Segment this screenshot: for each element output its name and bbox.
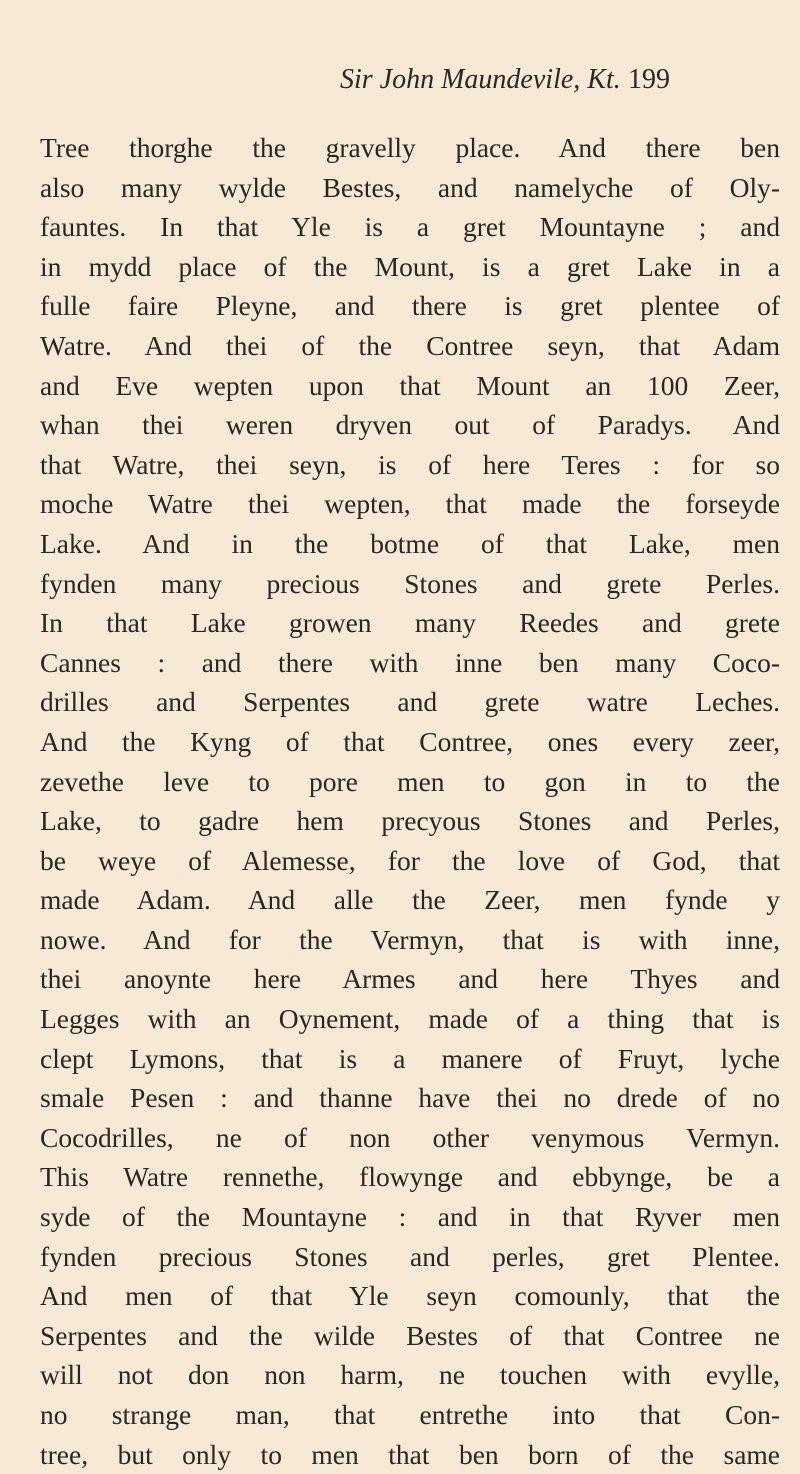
text-line: and Eve wepten upon that Mount an 100 Zeer,: [40, 369, 780, 401]
page-number: 199: [628, 64, 670, 95]
page-header: [0, 64, 800, 104]
text-line: smale Pesen : and thanne have thei no drede of no: [40, 1082, 780, 1114]
text-line: fulle faire Pleyne, and there is gret plentee of: [40, 290, 780, 322]
text-line: that Watre, thei seyn, is of here Teres : for so: [40, 448, 780, 480]
text-line: be weye of Alemesse, for the love of God, that: [40, 844, 780, 876]
text-line: Legges with an Oynement, made of a thing that is: [40, 1003, 780, 1035]
running-title: Sir John Maundevile, Kt.: [340, 64, 621, 95]
text-line: In that Lake growen many Reedes and grete: [40, 607, 780, 639]
text-line: And the Kyng of that Contree, ones every zeer,: [40, 725, 780, 757]
text-line: tree, but only to men that ben born of the same: [40, 1438, 780, 1470]
text-line: Cocodrilles, ne of non other venymous Vermyn.: [40, 1121, 780, 1153]
text-line: whan thei weren dryven out of Paradys. And: [40, 409, 780, 441]
text-line: nowe. And for the Vermyn, that is with inne,: [40, 923, 780, 955]
text-line: fynden precious Stones and perles, gret Plentee.: [40, 1240, 780, 1272]
text-line: also many wylde Bestes, and namelyche of Oly-: [40, 171, 780, 203]
text-line: will not don non harm, ne touchen with evylle,: [40, 1359, 780, 1391]
text-line: Cannes : and there with inne ben many Coco-: [40, 646, 780, 678]
text-line: Lake, to gadre hem precyous Stones and Perles,: [40, 805, 780, 837]
text-line: And men of that Yle seyn comounly, that the: [40, 1280, 780, 1312]
body-text: [40, 128, 780, 1474]
text-line: thei anoynte here Armes and here Thyes and: [40, 963, 780, 995]
text-line: made Adam. And alle the Zeer, men fynde y: [40, 884, 780, 916]
text-line: fynden many precious Stones and grete Perles.: [40, 567, 780, 599]
text-line: syde of the Mountayne : and in that Ryver men: [40, 1201, 780, 1233]
text-line: Lake. And in the botme of that Lake, men: [40, 527, 780, 559]
text-line: Tree thorghe the gravelly place. And there ben: [40, 132, 780, 163]
text-line: no strange man, that entrethe into that Con-: [40, 1399, 780, 1430]
text-line: drilles and Serpentes and grete watre Leches.: [40, 686, 780, 718]
text-line: in mydd place of the Mount, is a gret Lake in a: [40, 250, 780, 282]
text-line: zevethe leve to pore men to gon in to the: [40, 765, 780, 797]
text-line: clept Lymons, that is a manere of Fruyt, lyche: [40, 1042, 780, 1074]
text-line: Watre. And thei of the Contree seyn, that Adam: [40, 329, 780, 361]
text-line: fauntes. In that Yle is a gret Mountayne ; and: [40, 211, 780, 243]
text-line: moche Watre thei wepten, that made the forseyde: [40, 488, 780, 520]
text-line: This Watre rennethe, flowynge and ebbynge, be a: [40, 1161, 780, 1193]
text-line: Serpentes and the wilde Bestes of that Contree ne: [40, 1319, 780, 1351]
